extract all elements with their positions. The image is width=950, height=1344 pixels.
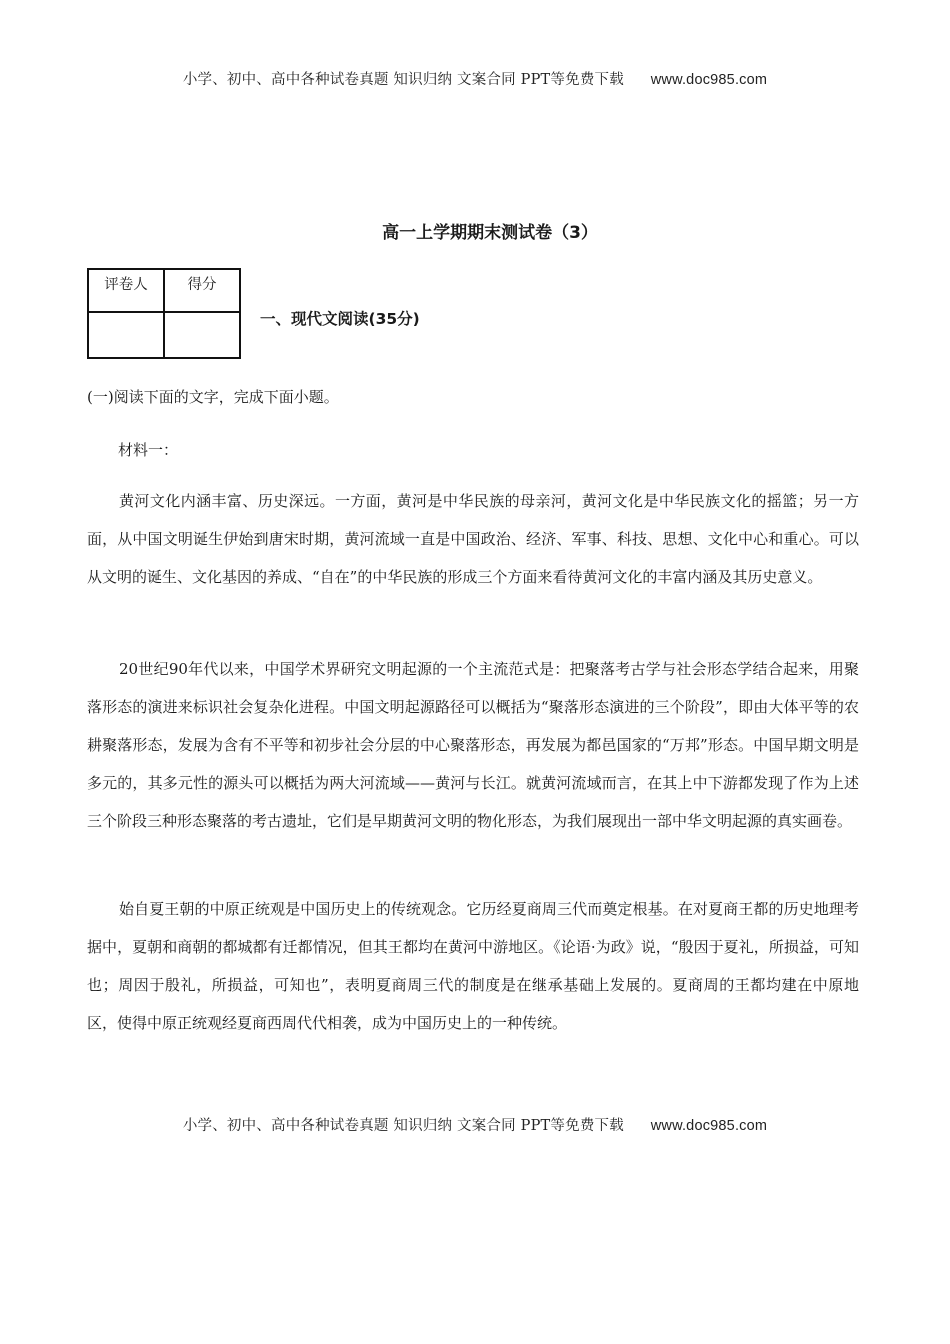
material-label: 材料一：	[118, 441, 179, 459]
score-table	[87, 268, 241, 359]
footer-text: 小学、初中、高中各种试卷真题 知识归纳 文案合同 PPT等免费下载	[182, 1118, 624, 1134]
score-label: 得分	[164, 269, 240, 312]
page-header	[0, 68, 950, 89]
grader-cell	[88, 312, 164, 358]
paragraph-3: 始自夏王朝的中原正统观是中国历史上的传统观念。它历经夏商周三代而奠定根基。在对夏商王都的历史地理考据中，夏朝和商朝的都城都有迁都情况，但其王都均在黄河中游地区。《论语·为政》说，“殷因于夏礼，所损益，可知也；周因于殷礼，所损益，可知也”，表明夏商周三代的制度是在继承基础上发展的。夏商周的王都均建在中原地区，使得中原正统观经夏商西周代代相袭，成为中国历史上的一种传统。	[87, 900, 859, 1032]
grader-label: 评卷人	[88, 269, 164, 312]
reading-instruction: (一)阅读下面的文字，完成下面小题。	[87, 388, 339, 406]
score-cell	[164, 312, 240, 358]
header-text: 小学、初中、高中各种试卷真题 知识归纳 文案合同 PPT等免费下载	[182, 72, 624, 88]
section-heading: 一、现代文阅读(35分)	[260, 310, 420, 328]
footer-url-link[interactable]: www.doc985.com	[650, 1118, 768, 1134]
page-footer	[0, 1114, 950, 1135]
header-url-link[interactable]: www.doc985.com	[650, 72, 768, 88]
page-title: 高一上学期期末测试卷（3）	[382, 223, 598, 243]
paragraph-1: 黄河文化内涵丰富、历史深远。一方面，黄河是中华民族的母亲河，黄河文化是中华民族文化的摇篮；另一方面，从中国文明诞生伊始到唐宋时期，黄河流域一直是中国政治、经济、军事、科技、思想、文化中心和重心。可以从文明的诞生、文化基因的养成、“自在”的中华民族的形成三个方面来看待黄河文化的丰富内涵及其历史意义。	[87, 492, 859, 586]
paragraph-2: 20世纪90年代以来，中国学术界研究文明起源的一个主流范式是：把聚落考古学与社会形态学结合起来，用聚落形态的演进来标识社会复杂化进程。中国文明起源路径可以概括为“聚落形态演进的三个阶段”，即由大体平等的农耕聚落形态，发展为含有不平等和初步社会分层的中心聚落形态，再发展为都邑国家的“万邦”形态。中国早期文明是多元的，其多元性的源头可以概括为两大河流域——黄河与长江。就黄河流域而言，在其上中下游都发现了作为上述三个阶段三种形态聚落的考古遗址，它们是早期黄河文明的物化形态，为我们展现出一部中华文明起源的真实画卷。	[87, 660, 859, 830]
